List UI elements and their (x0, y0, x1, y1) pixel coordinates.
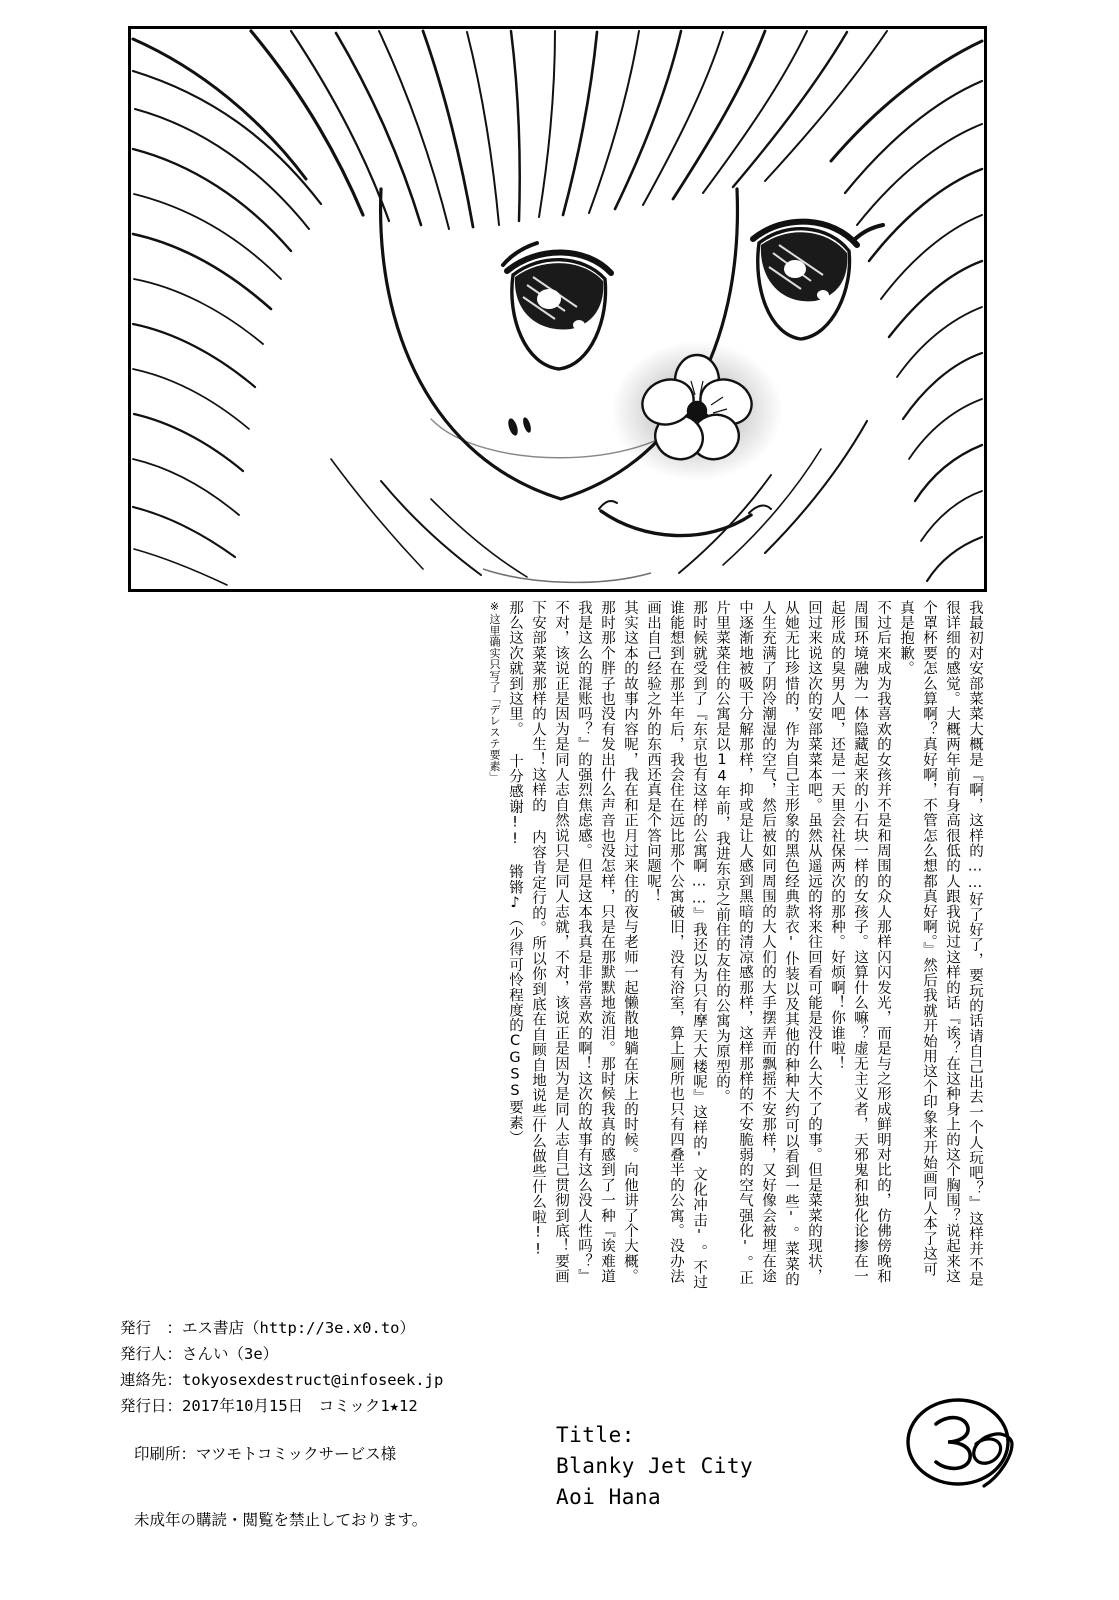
colophon-printer: 印刷所：マツモトコミックサービス様 (134, 1445, 397, 1463)
circle-3e-logo (900, 1390, 1020, 1500)
colophon-contact: 連絡先：tokyosexdestruct@infoseek.jp (120, 1371, 444, 1389)
title-line-2: Aoi Hana (556, 1485, 662, 1509)
colophon-publisher-person: 発行人：さんい（3e） (120, 1345, 279, 1363)
afterword-column-4: 那时候就受到了『东京也有这样的公寓啊……』我还以为只有摩天大楼呢』这样的'文化冲击'。不过谁能想到在那半年后，我会住在远比那个公寓破旧，没有浴室，算上厕所也只有四叠半的公寓。没办法画出自己经验之外的东西还真是个答问题呢！ (645, 600, 707, 1290)
title-label: Title: (556, 1423, 635, 1447)
illustration-frame (128, 26, 987, 592)
afterword-column-6: 那么这次就到这里。 十分感谢!! 锵锵♪（少得可怜程度的CGSS要素） (507, 600, 523, 1146)
afterword-text-block (126, 600, 986, 1300)
afterword-column-5: 其实这本的故事内容呢，我在和正月过来住的夜与老师一起懒散地躺在床上的时候。向他讲了个大概。那时那个胖子也没有发出什么声音也没怎样，只是在那默默地流泪。那时候我真的感到了一种『诶难道我是这么的混账吗？』的强烈焦虑感。但是这本我真是非常喜欢的啊！这次的故事有这么没人性吗？』不对，该说正是因为是同人志自然说只是同人志就，不对，该说正是因为是同人志自己贯彻到底！要画下安部菜菜那样的人生！这样的 内容肯定行的。所以你到底在自顾自地说些什么做些什么啦!! (530, 600, 638, 1284)
afterword-footnote: ※这里确实只写了「デレステ要素」 (488, 600, 501, 783)
girl-face-lineart (131, 29, 984, 589)
afterword-column-3: 回过来说这次的安部菜菜本吧。虽然从遥远的将来往回看可能是没什么大不了的事。但是菜菜的现状，从她无比珍惜的，作为自己主形象的黑色经典款衣'仆装以及其他的种种大约可以看到一些'。菜菜的人生充满了阴冷潮湿的空气，然后被如同周围的大人们的大手摆弄而飘摇不安那样，又好像会被埋在途中逐渐地被吸干分解那样，抑或是让人感到黑暗的清凉感那样，这样那样的不安脆弱的空气强化'。正片里菜菜住的公寓是以14年前，我进东京之前住的友住的公寓为原型的。 (714, 600, 822, 1287)
afterword-column-2: 不过后来成为我喜欢的女孩并不是和周围的众人那样闪闪发光，而是与之形成鲜明对比的，仿佛傍晚和周围环境融为一体隐藏起来的小石块一样的女孩子。这算什么嘛？虚无主义者，天邪鬼和独化论掺在一起形成的臭男人吧，还是一天里会社保两次的那种。好烦啊！你谁啦！ (829, 600, 891, 1284)
colophon-publisher: 発行 ：エス書店（http://3e.x0.to） (120, 1319, 415, 1337)
colophon-date: 発行日：2017年10月15日 コミック1★12 (120, 1397, 418, 1415)
afterword-column-1: 我最初对安部菜菜大概是『啊，这样的……好了好了，要玩的话请自己出去一个人玩吧？』这样并不是很详细的感觉。大概两年前有身高很低的人跟我说过这样的话『诶？在这种身上的这个胸围？说起来这个罩杯要怎么算啊？真好啊，不管怎么想都真好啊。』然后我就开始用这个印象来开始画同人本了这可真是抱歉。 (898, 600, 983, 1287)
title-block (556, 1420, 753, 1513)
title-line-1: Blanky Jet City (556, 1454, 754, 1478)
age-restriction-notice: 未成年の購読・閲覧を禁止しております。 (134, 1511, 428, 1529)
